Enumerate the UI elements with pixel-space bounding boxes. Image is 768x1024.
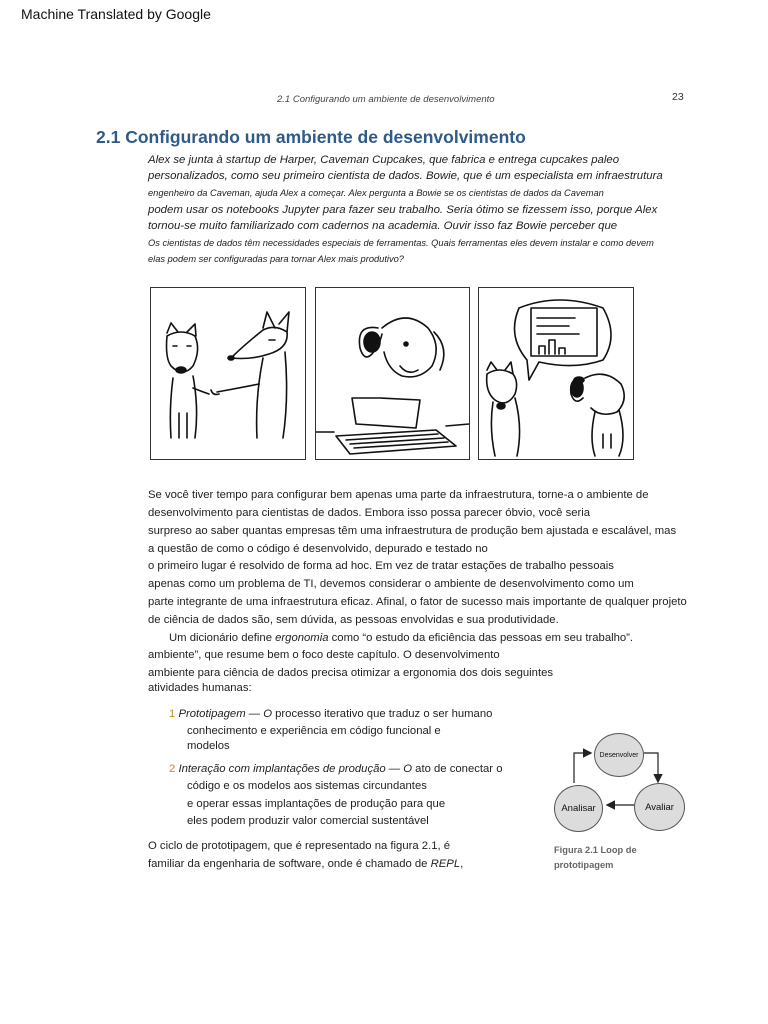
list-continuation: conhecimento e experiência em código funcional e — [187, 725, 441, 737]
diagram-node-analyze: Analisar — [554, 785, 603, 832]
closing-line: O ciclo de prototipagem, que é representado na figura 2.1, é — [148, 840, 451, 852]
body-line: apenas como um problema de TI, devemos considerar o ambiente de desenvolvimento como um — [148, 578, 634, 590]
text-run: Um dicionário define — [169, 632, 276, 644]
intro-line: engenheiro da Caveman, ajuda Alex a começar. Alex pergunta a Bowie se os cientistas de dados da Caveman — [148, 188, 604, 198]
closing-line — [148, 858, 463, 870]
list-term: Prototipagem — O — [178, 708, 272, 720]
running-head: 2.1 Configurando um ambiente de desenvolvimento — [277, 94, 495, 105]
body-line: a questão de como o código é desenvolvido, depurado e testado no — [148, 543, 488, 555]
comic-panel-discussion — [478, 287, 634, 460]
wolf-dog-thought-bubble-illustration — [479, 288, 633, 459]
paragraph-2-line: ambiente”, que resume bem o foco deste capítulo. O desenvolvimento — [148, 649, 500, 661]
diagram-node-develop: Desenvolver — [594, 733, 644, 777]
body-line: o primeiro lugar é resolvido de forma ad hoc. Em vez de tratar estações de trabalho pessoais — [148, 560, 614, 572]
list-item-prototyping — [169, 708, 492, 720]
body-line: desenvolvimento para cientistas de dados. Embora isso possa parecer óbvio, você seria — [148, 507, 591, 519]
intro-line: elas podem ser configuradas para tornar Alex mais produtivo? — [148, 254, 404, 264]
diagram-node-evaluate: Avaliar — [634, 783, 685, 831]
list-continuation: e operar essas implantações de produção para que — [187, 798, 446, 810]
comic-panel-handshake — [150, 287, 306, 460]
intro-line: Alex se junta à startup de Harper, Caveman Cupcakes, que fabrica e entrega cupcakes paleo — [148, 154, 620, 166]
list-continuation: eles podem produzir valor comercial sustentável — [187, 815, 429, 827]
list-text: processo iterativo que traduz o ser humano — [272, 708, 493, 720]
page-number: 23 — [672, 91, 684, 103]
body-line: surpreso ao saber quantas empresas têm uma infraestrutura de produção bem ajustada e escalável, mas — [148, 525, 677, 537]
body-line: de ciência de dados são, sem dúvida, as pessoas envolvidas e sua produtividade. — [148, 614, 559, 626]
intro-line: podem usar os notebooks Jupyter para fazer seu trabalho. Seria ótimo se fizessem isso, porque Alex — [148, 204, 658, 216]
body-line: parte integrante de uma infraestrutura eficaz. Afinal, o fator de sucesso mais importante de qualquer projeto — [148, 596, 687, 608]
section-title: 2.1 Configurando um ambiente de desenvolvimento — [96, 127, 526, 147]
list-text: ato de conectar o — [412, 763, 503, 775]
figure-caption: Figura 2.1 Loop de prototipagem — [554, 845, 637, 870]
list-number: 2 — [169, 763, 176, 775]
body-line: Se você tiver tempo para configurar bem apenas uma parte da infraestrutura, torne-a o ambiente de — [148, 489, 649, 501]
list-continuation: código e os modelos aos sistemas circundantes — [187, 780, 427, 792]
intro-line: tornou-se muito familiarizado com cadernos na academia. Ouvir isso faz Bowie perceber que — [148, 220, 618, 232]
emphasis-repl: REPL — [430, 858, 461, 870]
paragraph-2-line: ambiente para ciência de dados precisa otimizar a ergonomia dos dois seguintes — [148, 667, 554, 679]
wolf-fox-handshake-illustration — [151, 288, 305, 459]
paragraph-2-line — [169, 632, 633, 644]
machine-translation-banner: Machine Translated by Google — [21, 6, 211, 22]
list-number: 1 — [169, 708, 176, 720]
text-run: como “o estudo da eficiência das pessoas em seu trabalho”. — [328, 632, 634, 644]
text-run: familiar da engenharia de software, onde é chamado de — [148, 858, 431, 870]
paragraph-2-line: atividades humanas: — [148, 682, 252, 694]
list-item-production — [169, 763, 502, 775]
list-continuation: modelos — [187, 740, 230, 752]
emphasis-ergonomia: ergonomia — [275, 632, 329, 644]
list-term: Interação com implantações de produção — O — [178, 763, 413, 775]
intro-line: Os cientistas de dados têm necessidades especiais de ferramentas. Quais ferramentas eles devem instalar e como devem — [148, 238, 654, 248]
comic-panel-laptop — [315, 287, 470, 460]
dog-laptop-illustration — [316, 288, 469, 459]
intro-line: personalizados, como seu primeiro cientista de dados. Bowie, que é um especialista em infraestrutura — [148, 170, 663, 182]
text-run: , — [460, 858, 464, 870]
